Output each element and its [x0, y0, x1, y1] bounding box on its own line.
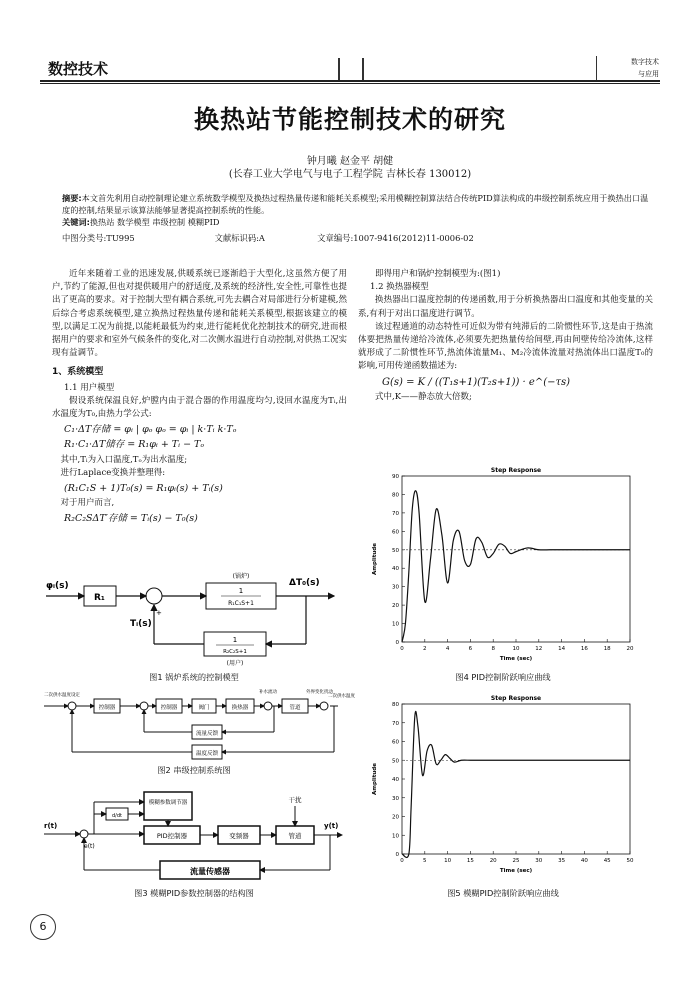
fig1-boiler-num: 1 [238, 587, 244, 595]
fig3-fuzzy-label: 模糊参数调节器 [148, 800, 188, 806]
affiliation: (长春工业大学电气与电子工程学院 吉林长春 130012) [228, 169, 472, 180]
para-1-3: 进行Laplace变换并整理得: [60, 467, 166, 478]
figure-3-fuzzy-pid-diagram [44, 784, 344, 884]
y-tick-label: 40 [392, 566, 399, 573]
equation-2: R₁·C₁·ΔT储存 = R₁φᵢ + Tᵢ − Tₒ [64, 439, 205, 451]
chart-title: Step Response [490, 467, 542, 474]
y-tick-label: 60 [392, 739, 399, 746]
right-para-2: 换热器出口温度控制的传递函数,用于分析换热器出口温度和其他变量的关系,有利于对出口温度进行调节。 [358, 295, 653, 319]
fig3-pipe-label: 管道 [288, 832, 302, 840]
fig3-fuzzy-block [144, 792, 192, 820]
abstract [62, 192, 652, 228]
x-tick-label: 35 [558, 858, 566, 864]
fig3-r-label: r(t) [44, 822, 58, 830]
equation-5: G(s) = K / ((T₁s+1)(T₂s+1)) · e^(−τs) [382, 376, 571, 388]
abstract-label: 摘要: [62, 193, 82, 203]
fig1-input-label: φᵢ(s) [46, 581, 69, 591]
left-column [52, 268, 347, 528]
fig2-input-label: 二次供水温度设定 [44, 693, 80, 698]
x-tick-label: 10 [512, 646, 520, 652]
figure-1-caption: 图1 锅炉系统的控制模型 [149, 672, 239, 682]
x-tick-label: 15 [466, 858, 474, 864]
x-tick-label: 25 [512, 858, 520, 864]
y-tick-label: 40 [392, 777, 399, 783]
para-1-2: 其中,Tᵢ为入口温度,Tₒ为出水温度; [60, 454, 188, 465]
y-tick-label: 20 [392, 814, 399, 821]
fig2-block-label-4: 换热器 [231, 705, 249, 711]
x-tick-label: 20 [489, 858, 497, 864]
figure-4-step-response-chart [366, 462, 636, 668]
figure-5-caption: 图5 模糊PID控制阶跃响应曲线 [447, 888, 559, 898]
x-tick-label: 45 [603, 858, 611, 864]
right-para-4: 式中,K——静态放大倍数; [375, 391, 472, 402]
y-tick-label: 50 [392, 547, 399, 554]
fig2-block-label-3: 阀门 [198, 705, 210, 711]
doc-code: 文献标识码:A [214, 233, 265, 243]
y-tick-label: 30 [392, 795, 399, 802]
svg-text:+: + [156, 609, 162, 617]
authors: 钟月曦 赵金平 胡健 [306, 156, 394, 167]
chart-plot-area [402, 704, 630, 854]
x-axis-label: Time (sec) [499, 868, 533, 874]
fig2-block-label-2: 控制器 [160, 705, 178, 711]
clc-number: 中图分类号:TU995 [62, 233, 135, 243]
fig3-sensor-label: 流量传感器 [190, 867, 230, 876]
fig3-inverter-label: 变频器 [229, 832, 249, 840]
fig3-pid-label: PID控制器 [156, 832, 188, 840]
x-tick-label: 18 [603, 646, 611, 652]
y-tick-label: 30 [392, 584, 399, 591]
figure-3-caption: 图3 模糊PID参数控制器的结构图 [134, 888, 254, 898]
abstract-text: 本文首先利用自动控制理论建立系统数学模型及换热过程热量传递和能耗关系模型;采用模糊控制算法结合传统PID算法构成的串级控制系统应用于换热出口温度的控制,结果显示该算法能够显著提高控制系统的性能。 [62, 193, 649, 215]
subsection-1-2: 1.2 换热器模型 [370, 282, 429, 293]
y-tick-label: 70 [392, 510, 399, 517]
section-header: 数控技术 [48, 60, 109, 78]
subsection-1-1: 1.1 用户模型 [64, 382, 115, 393]
fig2-output-label: 二次供水温度 [328, 694, 355, 699]
article-number: 文章编号:1007-9416(2012)11-0006-02 [317, 233, 474, 243]
fig3-disturb-label: 干扰 [288, 796, 302, 804]
figure-1-block-diagram [44, 568, 344, 668]
right-para-1: 即得用户和锅炉控制模型为:(图1) [375, 269, 501, 279]
figure-2-caption: 图2 串级控制系统图 [157, 765, 231, 775]
fig2-disturb-1: 补水流动 [259, 690, 277, 695]
section-1-heading: 1、系统模型 [52, 367, 104, 378]
y-tick-label: 0 [395, 640, 399, 646]
fig1-user-label: (用户) [226, 660, 244, 667]
fig1-block-r1-label: R₁ [94, 593, 105, 603]
article-meta [62, 232, 652, 244]
para-1-1: 假设系统保温良好,炉膛内由于混合器的作用温度均匀,设回水温度为Tᵢ,出水温度为T₀,由热力学公式: [52, 395, 347, 420]
y-axis-label: Amplitude [372, 763, 378, 795]
fig1-boiler-label: (锅炉) [232, 573, 250, 580]
fig1-output-label: ΔT₀(s) [289, 578, 320, 588]
intro-paragraph: 近年来随着工业的迅速发展,供暖系统已逐渐趋于大型化,这虽然方便了用户,节约了能源,但也对提供暖用户的舒适度,及系统的经济性,安全性,可靠性也提出了更高的要求。对于控制大型有耦合系统,可先去耦合对局部进行分析建模,然后综合考虑系统模型,建立换热过程热量传递和能耗关系模型,根据该建立的模型,以满足工况为前提,以能耗最低为约束,进行能耗优化控制技术的研究,进而根据用户的要求和室外气候条件的变化,对二次侧水温进行自动控制,对供热工况实现有益调节。 [52, 269, 347, 359]
fig3-y-label: y(t) [324, 822, 339, 830]
y-tick-label: 80 [392, 702, 399, 708]
figure-5-step-response-chart [366, 690, 636, 880]
equation-3: (R₁C₁S + 1)T₀(s) = R₁φᵢ(s) + Tᵢ(s) [64, 483, 223, 495]
x-tick-label: 0 [400, 858, 404, 864]
fig2-temp-feedback-label: 温度反馈 [195, 751, 219, 757]
x-tick-label: 20 [626, 646, 634, 652]
x-tick-label: 16 [580, 646, 588, 652]
x-tick-label: 6 [468, 646, 473, 652]
fig1-boiler-den: R₁C₁S+1 [228, 600, 254, 607]
paper-title: 换热站节能控制技术的研究 [193, 105, 506, 134]
y-tick-label: 10 [392, 833, 399, 840]
chart-plot-area [402, 476, 630, 642]
right-column [358, 268, 653, 404]
x-tick-label: 10 [444, 858, 452, 864]
x-tick-label: 8 [491, 646, 495, 652]
x-tick-label: 40 [580, 858, 588, 864]
y-tick-label: 10 [392, 621, 399, 628]
y-axis-label: Amplitude [372, 543, 378, 575]
keywords-label: 关键词: [62, 217, 90, 227]
x-tick-label: 14 [558, 646, 566, 652]
x-tick-label: 12 [535, 646, 543, 652]
header-divider [338, 58, 364, 80]
right-para-3: 该过程通道的动态特性可近似为带有纯滞后的二阶惯性环节,这是由于热流体要把热量传递给冷流体,必须要先把热量传给间壁,再由间壁传给冷流体,这样就形成了二阶惯性环节,热流体流量M₁、M₂冷流体流量对热流体出口温度T₀的影响,可用传递函数描述为: [358, 321, 653, 372]
y-tick-label: 90 [392, 474, 399, 480]
journal-mark [596, 56, 659, 82]
y-tick-label: 60 [392, 529, 399, 536]
fig2-disturb-2: 外界变化扰动 [306, 690, 333, 695]
x-tick-label: 2 [423, 646, 427, 652]
x-axis-label: Time (sec) [499, 656, 533, 662]
chart-title: Step Response [490, 695, 542, 702]
y-tick-label: 0 [395, 852, 399, 858]
x-tick-label: 0 [400, 646, 404, 652]
x-tick-label: 4 [445, 646, 450, 652]
fig2-block-label-5: 管道 [289, 705, 301, 711]
y-tick-label: 50 [392, 758, 399, 765]
figure-4-caption: 图4 PID控制阶跃响应曲线 [455, 672, 551, 682]
x-tick-label: 50 [626, 858, 634, 864]
y-tick-label: 70 [392, 720, 399, 727]
page-number-badge: 6 [30, 914, 56, 940]
fig1-sum-junction [146, 588, 162, 604]
y-tick-label: 20 [392, 603, 399, 610]
figure-2-cascade-diagram [44, 688, 355, 760]
header-rule [40, 80, 660, 82]
fig3-e-label: e(t) [84, 843, 95, 850]
fig2-flow-feedback-label: 流量反馈 [195, 731, 219, 737]
journal-mark-top: 数字技术 [631, 58, 659, 66]
equation-4: R₂C₂SΔT′存储 = Tᵢ(s) − T₀(s) [64, 513, 198, 525]
keywords: 换热站 数学模型 串级控制 模糊PID [89, 217, 220, 227]
fig1-user-num: 1 [232, 636, 238, 644]
fig2-block-label-1: 控制器 [98, 705, 116, 711]
fig1-ti-label: Tᵢ(s) [130, 619, 152, 629]
header-rule-thin [40, 83, 660, 84]
para-1-4: 对于用户而言, [60, 498, 115, 509]
journal-mark-bottom: 与应用 [638, 70, 659, 78]
fig1-user-den: R₂C₂S+1 [223, 649, 247, 655]
equation-1: C₁·ΔT存储 = φᵢ | φₒ φₒ = φᵢ | k·Tᵢ k·Tₒ [64, 424, 237, 436]
y-tick-label: 80 [392, 492, 399, 499]
x-tick-label: 5 [423, 858, 427, 864]
x-tick-label: 30 [535, 858, 543, 864]
fig3-ddt-label: d/dt [112, 813, 122, 819]
